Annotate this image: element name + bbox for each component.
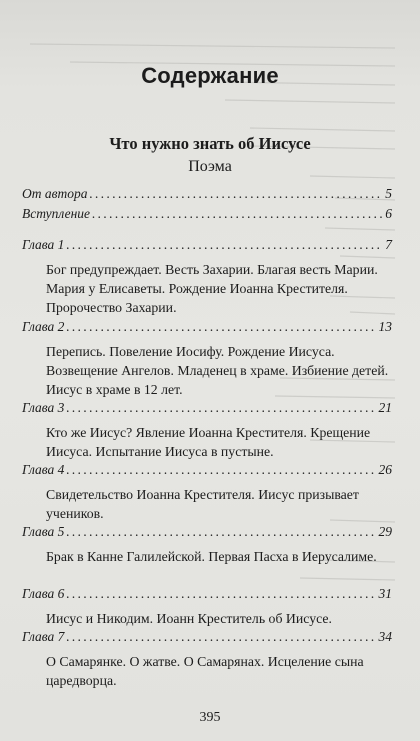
dot-leader [89, 186, 383, 202]
toc-label: От автора [22, 186, 88, 201]
toc-label: Глава 6 [22, 586, 65, 601]
toc-entry-author[interactable] [22, 186, 392, 205]
toc-entry-chapter-4[interactable] [22, 462, 392, 523]
toc-page-number: 34 [378, 629, 392, 644]
toc-page-number: 21 [378, 400, 392, 415]
toc-entry-chapter-7[interactable] [22, 629, 392, 690]
dot-leader [92, 206, 383, 222]
contents-heading: Содержание [141, 63, 279, 88]
toc-entry-chapter-1[interactable] [22, 237, 392, 317]
toc-label: Глава 7 [22, 629, 65, 644]
toc-entry-chapter-2[interactable] [22, 319, 392, 399]
toc-description: Кто же Иисус? Явление Иоанна Крестителя. Крещение Иисуса. Испытание Иисуса в пустыне. [46, 425, 371, 459]
dot-leader [66, 462, 376, 478]
dot-leader [66, 237, 383, 253]
toc-label: Глава 3 [22, 400, 65, 415]
dot-leader [66, 586, 376, 602]
toc-entry-chapter-5[interactable] [22, 524, 392, 566]
toc-entry-chapter-3[interactable] [22, 400, 392, 461]
book-subtitle: Поэма [188, 158, 232, 175]
toc-page-number: 31 [378, 586, 392, 601]
toc-entry-chapter-6[interactable] [22, 586, 392, 628]
toc-label: Глава 1 [22, 237, 65, 252]
toc-description: Бог предупреждает. Весть Захарии. Благая весть Марии. Мария у Елисаветы. Рождение Иоанна Крестителя. Пророчество Захарии. [46, 262, 378, 315]
dot-leader [66, 524, 376, 540]
toc-entry-intro[interactable] [22, 206, 392, 225]
toc-label: Глава 2 [22, 319, 65, 334]
toc-page-number: 26 [378, 462, 392, 477]
toc-page-number: 29 [378, 524, 392, 539]
toc-page-number: 7 [385, 237, 392, 252]
book-title: Что нужно знать об Иисусе [109, 134, 311, 153]
toc-description: Брак в Канне Галилейской. Первая Пасха в Иерусалиме. [46, 549, 377, 564]
toc-page-number: 6 [385, 206, 392, 221]
toc-label: Глава 4 [22, 462, 65, 477]
toc-description: Иисус и Никодим. Иоанн Креститель об Иисусе. [46, 611, 332, 626]
toc-description: Перепись. Повеление Иосифу. Рождение Иисуса. Возвещение Ангелов. Младенец в храме. Избиение детей. Иисус в храме в 12 лет. [46, 344, 389, 397]
toc-label: Глава 5 [22, 524, 65, 539]
toc-description: О Самарянке. О жатве. О Самарянах. Исцеление сына царедворца. [46, 654, 364, 688]
toc-label: Вступление [22, 206, 91, 221]
dot-leader [66, 629, 376, 645]
toc-description: Свидетельство Иоанна Крестителя. Иисус призывает учеников. [46, 487, 359, 521]
toc-page-number: 13 [378, 319, 392, 334]
page-number: 395 [199, 710, 221, 725]
toc-page-number: 5 [385, 186, 392, 201]
dot-leader [66, 319, 376, 335]
dot-leader [66, 400, 376, 416]
